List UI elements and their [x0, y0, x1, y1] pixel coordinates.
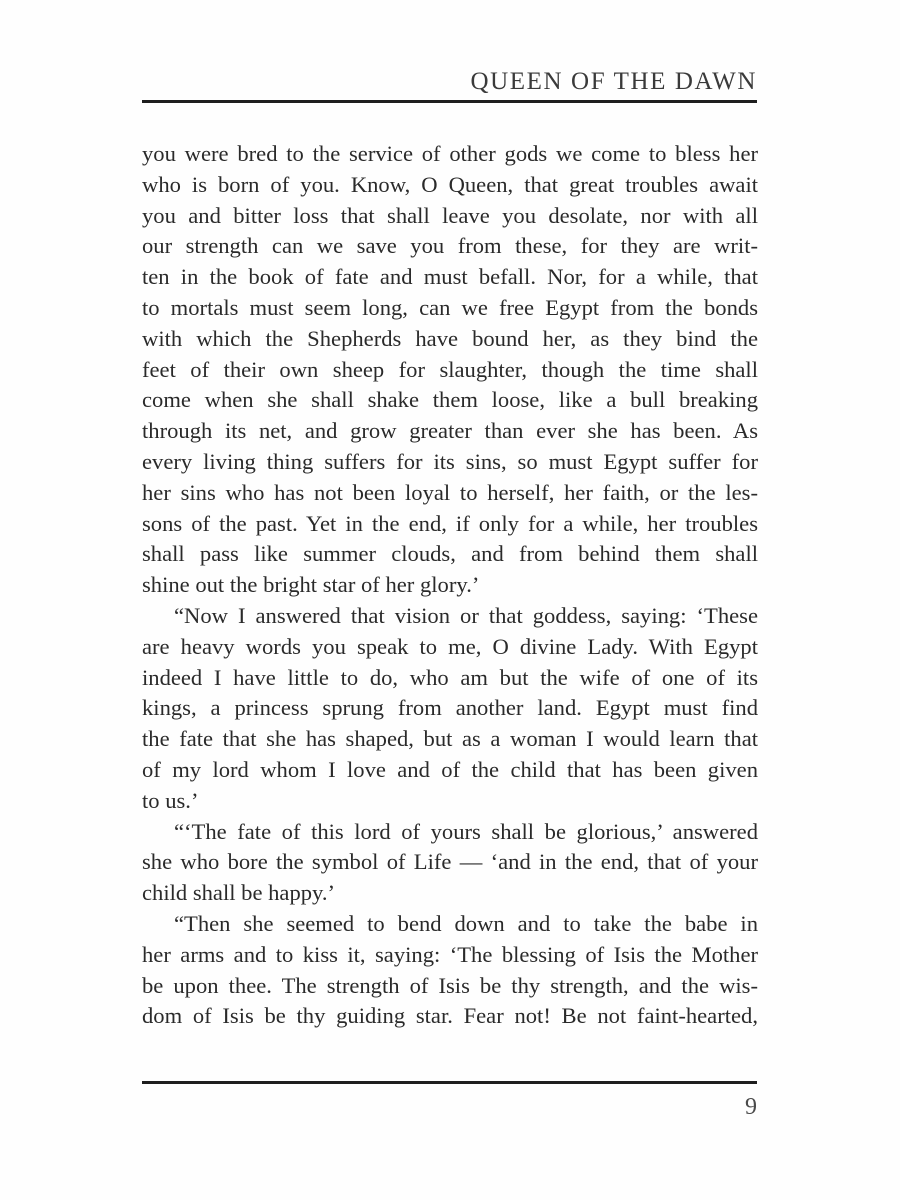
text-line: of my lord whom I love and of the child that has been given [142, 756, 758, 782]
text-line: you and bitter loss that shall leave you desolate, nor with all [142, 202, 758, 228]
text-line: every living thing suffers for its sins, so must Egypt suffer for [142, 448, 758, 474]
text-line: shall pass like summer clouds, and from behind them shall [142, 541, 758, 567]
page-number: 9 [745, 1094, 757, 1120]
text-line: “Then she seemed to bend down and to take the babe in [174, 910, 758, 936]
text-line: child shall be happy.’ [142, 880, 336, 906]
text-line: she who bore the symbol of Life — ‘and in the end, that of your [142, 849, 758, 875]
header-rule [142, 100, 757, 103]
text-line: her arms and to kiss it, saying: ‘The blessing of Isis the Mother [142, 941, 758, 967]
text-line: kings, a princess sprung from another land. Egypt must find [142, 695, 758, 721]
text-line: her sins who has not been loyal to herself, her faith, or the les- [142, 479, 758, 505]
running-head-title: QUEEN OF THE DAWN [470, 68, 757, 95]
text-line: come when she shall shake them loose, like a bull breaking [142, 387, 758, 413]
text-line: with which the Shepherds have bound her, as they bind the [142, 325, 758, 351]
text-line: sons of the past. Yet in the end, if only for a while, her troubles [142, 510, 758, 536]
text-line: are heavy words you speak to me, O divine Lady. With Egypt [142, 633, 758, 659]
text-line: ten in the book of fate and must befall. Nor, for a while, that [142, 264, 758, 290]
text-line: the fate that she has shaped, but as a woman I would learn that [142, 726, 758, 752]
text-line: “Now I answered that vision or that goddess, saying: ‘These [174, 602, 758, 628]
text-line: you were bred to the service of other gods we come to bless her [142, 141, 758, 166]
text-line: our strength can we save you from these, for they are writ- [142, 233, 758, 259]
text-line: to mortals must seem long, can we free Egypt from the bonds [142, 294, 758, 320]
text-line: indeed I have little to do, who am but the wife of one of its [142, 664, 758, 690]
text-line: shine out the bright star of her glory.’ [142, 572, 480, 598]
text-line: dom of Isis be thy guiding star. Fear not! Be not faint-hearted, [142, 1003, 758, 1029]
text-line: to us.’ [142, 787, 199, 813]
text-line: be upon thee. The strength of Isis be thy strength, and the wis- [142, 972, 758, 998]
text-line: who is born of you. Know, O Queen, that great troubles await [142, 171, 758, 197]
text-line: “‘The fate of this lord of yours shall be glorious,’ answered [174, 818, 758, 844]
text-line: feet of their own sheep for slaughter, though the time shall [142, 356, 758, 382]
footer-rule [142, 1081, 757, 1084]
text-line: through its net, and grow greater than ever she has been. As [142, 418, 758, 444]
body-text [142, 139, 758, 1032]
